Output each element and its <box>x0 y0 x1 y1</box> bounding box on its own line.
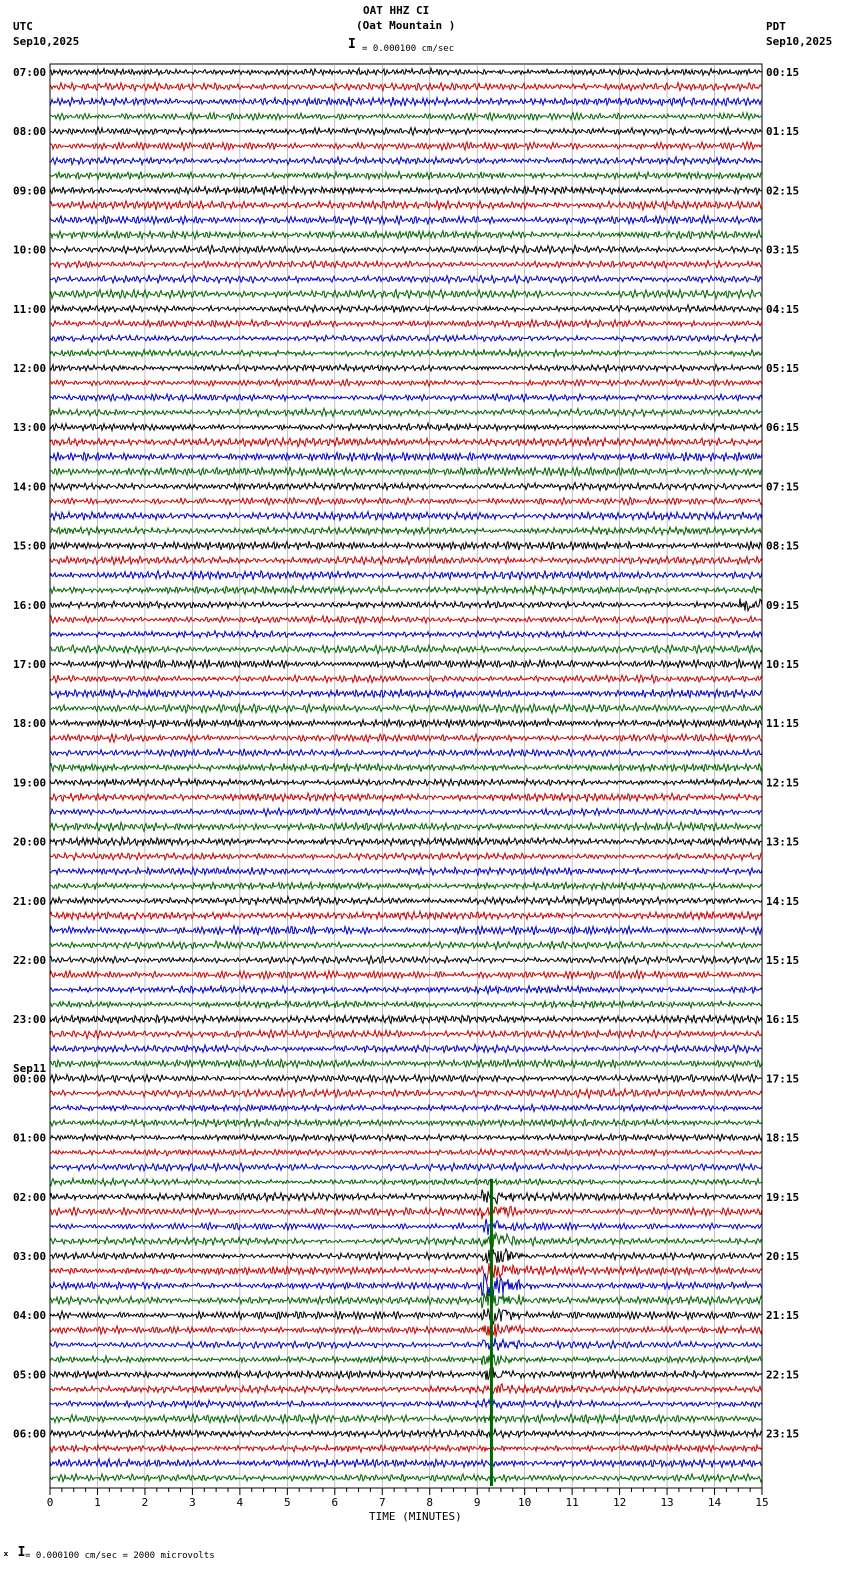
x-tick-label: 0 <box>46 1496 54 1509</box>
seismic-trace <box>50 808 762 816</box>
seismic-trace <box>50 423 762 431</box>
seismic-trace <box>50 1104 762 1111</box>
pdt-hour-label: 11:15 <box>766 717 800 731</box>
seismic-trace <box>50 1459 762 1468</box>
right-timezone: PDT <box>766 20 786 33</box>
right-date: Sep10,2025 <box>766 35 833 48</box>
seismic-trace <box>50 1030 762 1039</box>
seismic-trace <box>50 1134 762 1142</box>
pdt-hour-label: 04:15 <box>766 302 800 316</box>
utc-hour-label: 23:00 <box>13 1013 47 1027</box>
seismic-trace <box>50 556 762 565</box>
seismic-trace <box>50 793 762 802</box>
seismic-trace <box>50 201 762 210</box>
seismic-trace <box>50 1354 762 1365</box>
seismic-trace <box>50 689 762 698</box>
seismic-trace <box>50 822 762 831</box>
utc-hour-label: 07:00 <box>13 66 47 79</box>
pdt-hour-label: 20:15 <box>766 1250 800 1263</box>
pdt-hour-label: 01:15 <box>766 125 800 139</box>
seismic-trace <box>50 911 762 920</box>
seismic-trace <box>50 275 762 283</box>
seismic-trace <box>50 231 762 240</box>
seismic-trace <box>50 1015 762 1024</box>
station-title: OAT HHZ CI <box>363 4 430 17</box>
date-break-label: Sep11 <box>13 1062 47 1075</box>
utc-hour-label: 21:00 <box>13 894 47 908</box>
x-tick-label: 11 <box>565 1496 579 1509</box>
seismic-trace <box>50 1291 762 1308</box>
x-tick-label: 2 <box>141 1496 149 1509</box>
x-tick-label: 4 <box>236 1496 244 1509</box>
utc-hour-label: 19:00 <box>13 776 47 790</box>
seismic-trace <box>50 1163 762 1171</box>
seismic-trace <box>50 1219 762 1235</box>
seismic-trace <box>50 659 762 669</box>
pdt-hour-label: 07:15 <box>766 480 800 494</box>
seismic-trace <box>50 127 762 135</box>
seismic-trace <box>50 1119 762 1128</box>
seismic-trace <box>50 394 762 401</box>
seismic-trace <box>50 113 762 121</box>
seismic-trace <box>50 497 762 505</box>
utc-hour-label: 09:00 <box>13 184 47 198</box>
seismic-trace <box>50 142 762 151</box>
x-tick-label: 7 <box>378 1496 386 1509</box>
pdt-hour-label: 03:15 <box>766 243 800 257</box>
seismic-trace <box>50 1206 762 1219</box>
seismic-trace <box>50 97 762 106</box>
x-tick-label: 5 <box>284 1496 291 1509</box>
seismic-trace <box>50 379 762 386</box>
utc-hour-label: 02:00 <box>13 1190 47 1204</box>
pdt-hour-label: 23:15 <box>766 1427 800 1441</box>
seismic-trace <box>50 527 762 535</box>
seismic-trace <box>50 586 762 594</box>
x-tick-label: 12 <box>612 1496 627 1509</box>
seismic-trace <box>50 437 762 447</box>
utc-hour-label: 20:00 <box>13 835 47 849</box>
pdt-hour-label: 08:15 <box>766 539 800 553</box>
pdt-hour-label: 05:15 <box>766 362 800 375</box>
seismic-trace <box>50 986 762 994</box>
seismic-trace <box>50 970 762 979</box>
footer-scale-note: = 0.000100 cm/sec = 2000 microvolts <box>25 1551 215 1561</box>
pdt-hour-label: 16:15 <box>766 1013 800 1027</box>
seismic-trace <box>50 1367 762 1380</box>
seismic-trace <box>50 675 762 683</box>
scale-label: = 0.000100 cm/sec <box>362 44 455 54</box>
utc-hour-label: 11:00 <box>13 302 47 316</box>
seismic-trace <box>50 1384 762 1394</box>
seismic-trace <box>50 1233 762 1247</box>
pdt-hour-label: 18:15 <box>766 1131 800 1145</box>
seismic-trace <box>50 320 762 328</box>
seismic-trace <box>50 1001 762 1008</box>
seismic-trace <box>50 1399 762 1409</box>
utc-hour-label: 17:00 <box>13 658 47 671</box>
seismic-trace <box>50 1445 762 1452</box>
seismic-trace <box>50 704 762 713</box>
seismic-trace <box>50 719 762 728</box>
seismic-trace <box>50 290 762 299</box>
seismic-trace <box>50 467 762 476</box>
x-tick-label: 14 <box>707 1496 722 1509</box>
seismic-trace <box>50 1045 762 1053</box>
seismic-trace <box>50 1149 762 1156</box>
seismic-trace <box>50 245 762 253</box>
seismic-trace <box>50 882 762 890</box>
x-tick-label: 1 <box>94 1496 101 1509</box>
seismic-trace <box>50 215 762 224</box>
pdt-hour-label: 21:15 <box>766 1309 800 1323</box>
footer-scale-icon: ₓ I <box>2 1545 26 1560</box>
utc-hour-label: 00:00 <box>13 1072 47 1086</box>
seismic-trace <box>50 261 762 269</box>
seismic-trace <box>50 512 762 521</box>
utc-hour-label: 12:00 <box>13 362 47 375</box>
pdt-hour-label: 06:15 <box>766 421 800 435</box>
seismic-trace <box>50 541 762 550</box>
x-tick-label: 13 <box>660 1496 674 1509</box>
seismic-trace <box>50 1190 762 1204</box>
left-timezone: UTC <box>13 20 33 33</box>
station-location: (Oat Mountain ) <box>356 19 456 32</box>
seismic-trace <box>50 452 762 462</box>
pdt-hour-label: 00:15 <box>766 66 800 79</box>
seismic-trace <box>50 1309 762 1325</box>
x-tick-label: 8 <box>426 1496 434 1509</box>
utc-hour-label: 13:00 <box>13 421 47 435</box>
seismic-trace <box>50 1274 762 1299</box>
seismic-trace <box>50 734 762 743</box>
seismic-trace <box>50 778 762 786</box>
x-axis-title: TIME (MINUTES) <box>369 1510 462 1523</box>
seismic-trace <box>50 748 762 756</box>
seismic-trace <box>50 1474 762 1482</box>
seismic-trace <box>50 1338 762 1351</box>
x-tick-label: 3 <box>189 1496 196 1509</box>
seismic-trace <box>50 1263 762 1280</box>
pdt-hour-label: 17:15 <box>766 1072 800 1086</box>
utc-hour-label: 08:00 <box>13 125 47 139</box>
utc-hour-label: 10:00 <box>13 243 47 257</box>
utc-hour-label: 22:00 <box>13 954 47 967</box>
seismic-trace <box>50 349 762 357</box>
seismic-trace <box>50 305 762 313</box>
seismic-trace <box>50 157 762 165</box>
scale-bar-icon: I <box>348 37 356 52</box>
seismic-trace <box>50 1089 762 1098</box>
seismic-trace <box>50 867 762 875</box>
pdt-hour-label: 22:15 <box>766 1368 800 1382</box>
pdt-hour-label: 10:15 <box>766 658 800 671</box>
seismic-trace <box>50 1323 762 1337</box>
seismic-trace <box>50 1059 762 1068</box>
pdt-hour-label: 02:15 <box>766 184 800 198</box>
utc-hour-label: 16:00 <box>13 598 47 612</box>
utc-hour-label: 15:00 <box>13 539 47 553</box>
seismic-trace <box>50 364 762 372</box>
utc-hour-label: 04:00 <box>13 1309 47 1323</box>
utc-hour-label: 14:00 <box>13 480 47 494</box>
pdt-hour-label: 15:15 <box>766 954 800 967</box>
pdt-hour-label: 19:15 <box>766 1190 800 1204</box>
seismic-trace <box>50 571 762 581</box>
seismic-trace <box>50 1249 762 1263</box>
seismic-trace <box>50 645 762 654</box>
utc-hour-label: 01:00 <box>13 1131 47 1145</box>
left-date: Sep10,2025 <box>13 35 80 48</box>
seismic-trace <box>50 1074 762 1083</box>
seismic-trace <box>50 68 762 75</box>
seismic-trace <box>50 483 762 491</box>
utc-hour-label: 18:00 <box>13 717 47 731</box>
pdt-hour-label: 13:15 <box>766 835 800 849</box>
seismic-trace <box>50 186 762 195</box>
seismic-trace <box>50 852 762 860</box>
seismic-trace <box>50 83 762 92</box>
seismic-trace <box>50 837 762 846</box>
seismic-trace <box>50 896 762 905</box>
x-tick-label: 9 <box>473 1496 481 1509</box>
x-tick-label: 6 <box>331 1496 339 1509</box>
utc-hour-label: 03:00 <box>13 1250 47 1263</box>
seismic-trace <box>50 335 762 343</box>
seismic-trace <box>50 1414 762 1424</box>
seismic-trace <box>50 1178 762 1186</box>
x-tick-label: 15 <box>755 1496 769 1509</box>
pdt-hour-label: 14:15 <box>766 894 800 908</box>
seismic-trace <box>50 763 762 772</box>
seismic-trace <box>50 956 762 964</box>
pdt-hour-label: 09:15 <box>766 598 800 612</box>
seismic-trace <box>50 631 762 638</box>
seismic-trace <box>50 926 762 935</box>
pdt-hour-label: 12:15 <box>766 776 800 790</box>
seismic-trace <box>50 408 762 416</box>
x-tick-label: 10 <box>518 1496 532 1509</box>
seismic-trace <box>50 616 762 624</box>
seismic-trace <box>50 941 762 950</box>
utc-hour-label: 06:00 <box>13 1427 47 1441</box>
seismic-trace <box>50 599 762 611</box>
seismic-trace <box>50 171 762 179</box>
seismic-trace <box>50 1429 762 1438</box>
utc-hour-label: 05:00 <box>13 1368 47 1382</box>
